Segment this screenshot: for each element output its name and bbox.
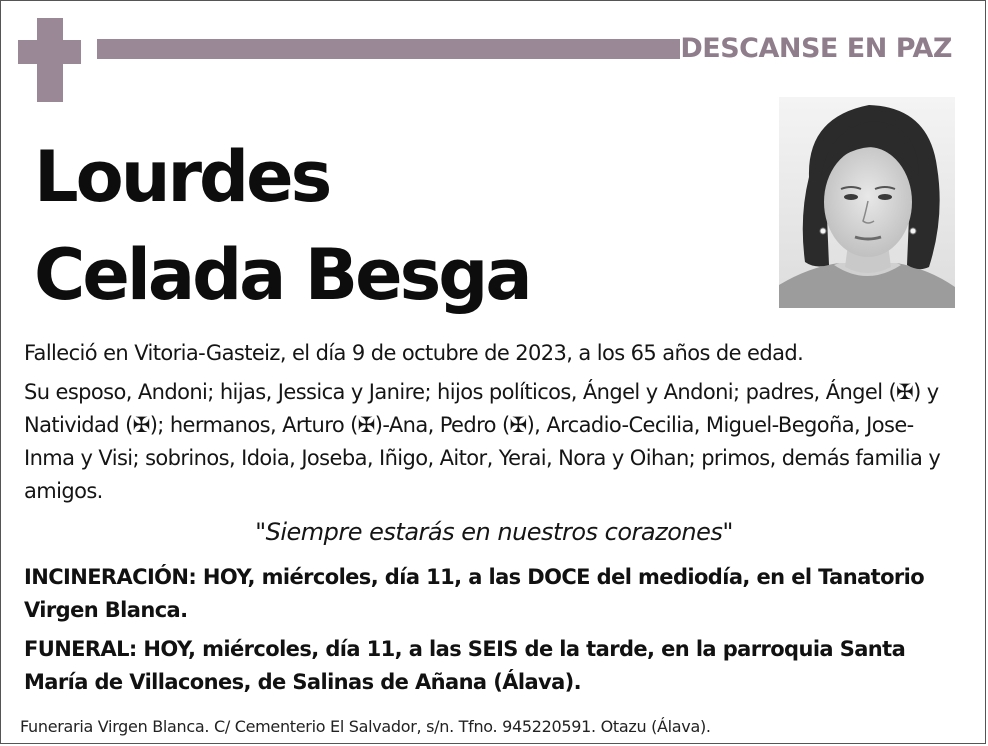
first-name: Lourdes bbox=[34, 136, 330, 218]
portrait-photo bbox=[779, 97, 955, 308]
surnames: Celada Besga bbox=[34, 234, 530, 316]
header-rule bbox=[97, 39, 680, 59]
family-list: Su esposo, Andoni; hijas, Jessica y Janire; hijos políticos, Ángel y Andoni; padres, Ángel (✠) y Natividad (✠); hermanos, Arturo (✠)-Ana, Pedro (✠), Arcadio-Cecilia, Miguel-Begoña, Jose-Inma y Visi; sobrinos, Idoia, Joseba, Iñigo, Aitor, Yerai, Nora y Oihan; primos, demás familia y amigos. bbox=[24, 380, 941, 503]
header-title: DESCANSE EN PAZ bbox=[680, 33, 952, 64]
portrait-image bbox=[779, 97, 955, 308]
funeral-home-footer: Funeraria Virgen Blanca. C/ Cementerio El Salvador, s/n. Tfno. 945220591. Otazu (Álava). bbox=[20, 717, 711, 736]
deceased-name bbox=[34, 128, 530, 324]
funeral-notice: FUNERAL: HOY, miércoles, día 11, a las SEIS de la tarde, en la parroquia Santa María de Villacones, de Salinas de Añana (Álava). bbox=[24, 637, 906, 694]
cremation-notice: INCINERACIÓN: HOY, miércoles, día 11, a las DOCE del mediodía, en el Tanatorio Virgen Blanca. bbox=[24, 565, 925, 622]
death-notice: Falleció en Vitoria-Gasteiz, el día 9 de octubre de 2023, a los 65 años de edad. bbox=[24, 341, 804, 365]
memorial-quote: "Siempre estarás en nuestros corazones" bbox=[255, 518, 733, 546]
